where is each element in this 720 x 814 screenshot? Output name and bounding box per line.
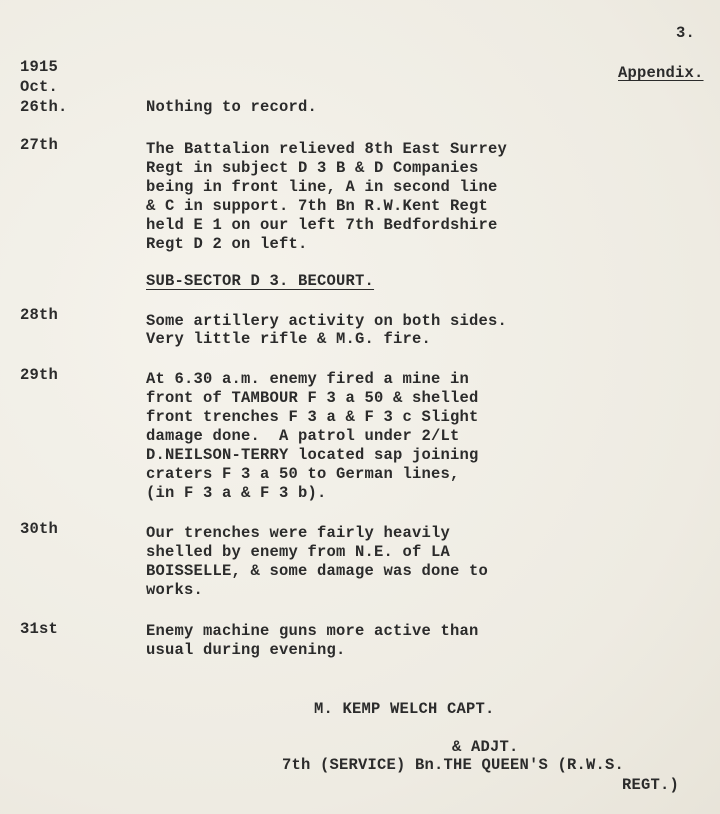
entry-date-27: 27th	[20, 136, 59, 154]
entry-date-30: 30th	[20, 520, 59, 538]
entry-text-27-line-3: being in front line, A in second line	[146, 178, 498, 196]
entry-text-27-line-6: Regt D 2 on left.	[146, 235, 308, 253]
entry-date-26: 26th.	[20, 98, 68, 116]
entry-text-29-line-1: At 6.30 a.m. enemy fired a mine in	[146, 370, 470, 388]
entry-text-27-line-5: held E 1 on our left 7th Bedfordshire	[146, 216, 498, 234]
entry-text-29-line-6: craters F 3 a 50 to German lines,	[146, 465, 460, 483]
entry-text-29-line-4: damage done. A patrol under 2/Lt	[146, 427, 460, 445]
entry-text-31-line-1: Enemy machine guns more active than	[146, 622, 479, 640]
entry-text-30-line-4: works.	[146, 581, 204, 599]
entry-text-30-line-1: Our trenches were fairly heavily	[146, 524, 451, 542]
year: 1915	[20, 58, 59, 76]
entry-text-29-line-5: D.NEILSON-TERRY located sap joining	[146, 446, 479, 464]
entry-text-27-line-1: The Battalion relieved 8th East Surrey	[146, 140, 508, 158]
signature-role: & ADJT.	[452, 738, 519, 756]
entry-text-31-line-2: usual during evening.	[146, 641, 346, 659]
signature-unit-line-2: REGT.)	[622, 776, 680, 794]
appendix-label: Appendix.	[618, 64, 704, 82]
entry-text-30-line-2: shelled by enemy from N.E. of LA	[146, 543, 451, 561]
subsector-heading: SUB-SECTOR D 3. BECOURT.	[146, 272, 375, 290]
signature-unit-line-1: 7th (SERVICE) Bn.THE QUEEN'S (R.W.S.	[282, 756, 625, 774]
entry-text-28-line-2: Very little rifle & M.G. fire.	[146, 330, 432, 348]
entry-date-28: 28th	[20, 306, 59, 324]
page-number: 3.	[676, 24, 696, 42]
month: Oct.	[20, 78, 59, 96]
entry-text-27-line-2: Regt in subject D 3 B & D Companies	[146, 159, 479, 177]
entry-date-29: 29th	[20, 366, 59, 384]
entry-date-31: 31st	[20, 620, 59, 638]
entry-text-29-line-3: front trenches F 3 a & F 3 c Slight	[146, 408, 479, 426]
entry-text-29-line-2: front of TAMBOUR F 3 a 50 & shelled	[146, 389, 479, 407]
entry-text-26-line-1: Nothing to record.	[146, 98, 318, 116]
entry-text-29-line-7: (in F 3 a & F 3 b).	[146, 484, 327, 502]
entry-text-30-line-3: BOISSELLE, & some damage was done to	[146, 562, 489, 580]
entry-text-27-line-4: & C in support. 7th Bn R.W.Kent Regt	[146, 197, 489, 215]
signature-name: M. KEMP WELCH CAPT.	[314, 700, 495, 718]
entry-text-28-line-1: Some artillery activity on both sides.	[146, 312, 508, 330]
